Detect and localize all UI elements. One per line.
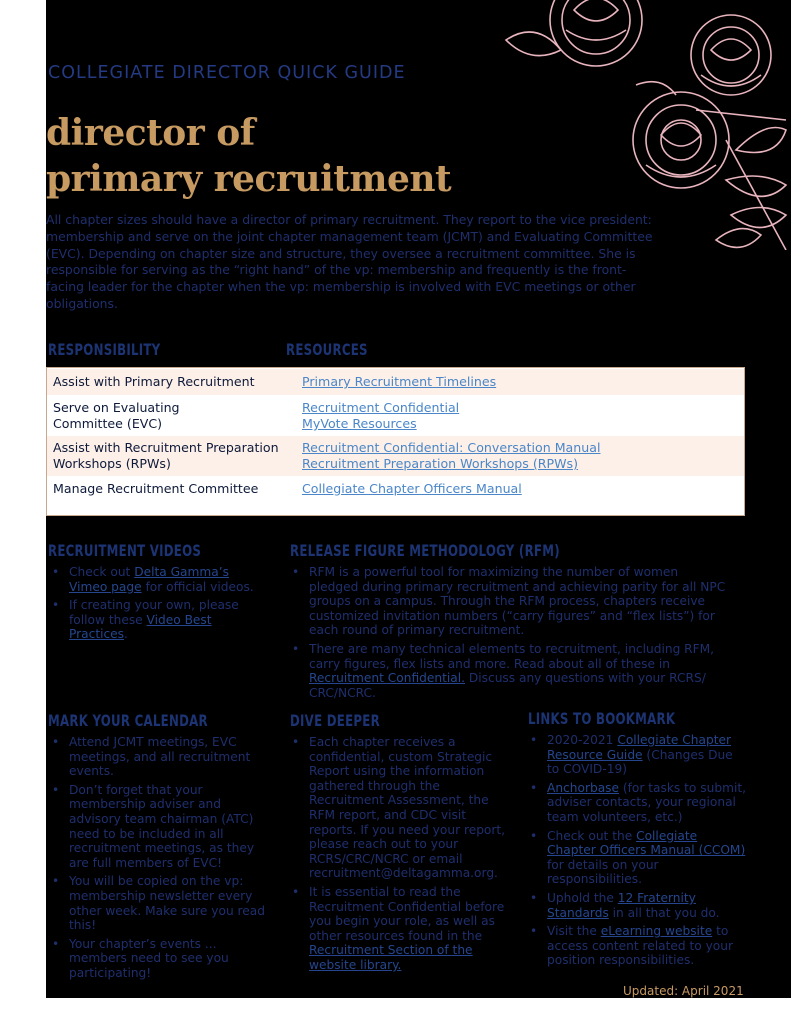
list-item: • Visit the eLearning website to access content related to your position responsibilities. [524, 924, 746, 968]
fraternity-standards-link[interactable]: 12 Fraternity Standards [547, 890, 696, 920]
resource-link[interactable]: Recruitment Confidential [302, 400, 460, 415]
vimeo-link[interactable]: Delta Gamma’s Vimeo page [69, 565, 229, 594]
guide-page [46, 0, 791, 998]
table-row [47, 436, 744, 476]
elearning-link[interactable]: eLearning website [600, 924, 713, 939]
responsibility-cell: Assist with Recruitment Preparation Workshops (RPWs) [53, 440, 279, 471]
calendar-list [46, 735, 274, 985]
responsibility-heading: RESPONSIBILITY [48, 340, 161, 359]
list-item: • Each chapter receives a confidential, custom Strategic Report using the information gathered through the Recruitment Assessment, the RFM report, and CDC visit reports. If you need your report, please reach out to your RCRS/CRC/NCRC or email recruitment@deltagamma.org. [286, 735, 516, 881]
responsibility-cell: Serve on Evaluating Committee (EVC) [53, 400, 180, 431]
page-title [46, 110, 451, 202]
responsibility-cell: Assist with Primary Recruitment [53, 374, 255, 389]
resource-link[interactable]: MyVote Resources [302, 416, 417, 431]
links-heading: LINKS TO BOOKMARK [528, 709, 676, 728]
list-item: • You will be copied on the vp: membership newsletter every other week. Make sure you read this! [46, 874, 274, 932]
links-list [524, 733, 746, 972]
resource-link[interactable]: Recruitment Confidential: Conversation Manual [302, 440, 601, 455]
resource-cell [300, 374, 496, 390]
list-item: • Your chapter’s events ... members need to see you participating! [46, 937, 274, 981]
resource-link[interactable]: Recruitment Preparation Workshops (RPWs) [302, 456, 579, 471]
list-item: • Anchorbase (for tasks to submit, adviser contacts, your regional team volunteers, etc.) [524, 781, 746, 825]
list-item: • RFM is a powerful tool for maximizing the number of women pledged during primary recruitment and achieving parity for all NPC groups on a campus. Through the RFM process, chapters receive customized invitation numbers (“carry figures” and “flex lists”) for each round of primary recruitment. [286, 565, 731, 638]
list-item: • Check out the Collegiate Chapter Officers Manual (CCOM) for details on your responsibilities. [524, 829, 746, 887]
responsibility-cell: Manage Recruitment Committee [53, 481, 259, 496]
list-item: • Check out Delta Gamma’s Vimeo page for official videos. [46, 565, 261, 594]
list-item: • If creating your own, please follow these Video Best Practices. [46, 598, 261, 642]
list-item: • Attend JCMT meetings, EVC meetings, and all recruitment events. [46, 735, 274, 779]
list-item: • Don’t forget that your membership adviser and advisory team chairman (ATC) need to be included in all recruitment meetings, as they are full members of EVC! [46, 783, 274, 871]
guide-eyebrow: COLLEGIATE DIRECTOR QUICK GUIDE [48, 63, 406, 83]
list-item: • It is essential to read the Recruitment Confidential before you begin your role, as well as other resources found in the Recruitment Section of the website library. [286, 885, 516, 973]
responsibility-table [46, 367, 745, 516]
table-row [47, 476, 744, 502]
dive-deeper-heading: DIVE DEEPER [290, 711, 380, 730]
updated-date: Updated: April 2021 [623, 984, 744, 998]
table-row [47, 369, 744, 395]
recruitment-confidential-link[interactable]: Recruitment Confidential. [309, 671, 465, 686]
anchorbase-link[interactable]: Anchorbase [547, 780, 620, 795]
rfm-list [286, 565, 731, 704]
intro-paragraph: All chapter sizes should have a director of primary recruitment. They report to the vice president: membership and serve on the joint chapter management team (JCMT) and Evaluating Committee (EVC). Depending on chapter size and structure, they oversee a recruitment committee. She is responsible for serving as the “right hand” of the vp: membership and frequently is the front-facing leader for the chapter when the vp: membership is involved with EVC meetings or other obligations. [46, 212, 653, 311]
resource-cell [300, 400, 459, 432]
title-line-1: director of [46, 112, 255, 154]
table-row [47, 396, 744, 436]
recruitment-videos-heading: RECRUITMENT VIDEOS [48, 541, 202, 560]
resource-cell [300, 481, 522, 497]
resource-link[interactable]: Collegiate Chapter Officers Manual [302, 481, 522, 496]
website-library-link[interactable]: Recruitment Section of the website library. [309, 943, 473, 972]
rfm-heading: RELEASE FIGURE METHODOLOGY (RFM) [290, 541, 560, 560]
recruitment-videos-list [46, 565, 261, 646]
resource-cell [300, 440, 600, 472]
dive-deeper-list [286, 735, 516, 977]
resource-guide-link[interactable]: Collegiate Chapter Resource Guide [547, 733, 732, 762]
list-item: • There are many technical elements to recruitment, including RFM, carry figures, flex lists and more. Read about all of these in Recruitment Confidential. Discuss any questions with your RCRS/ CRC/NCRC. [286, 642, 731, 700]
resources-heading: RESOURCES [286, 340, 368, 359]
video-best-practices-link[interactable]: Video Best Practices [69, 612, 212, 642]
title-line-2: primary recruitment [46, 158, 452, 200]
ccom-link[interactable]: Collegiate Chapter Officers Manual (CCOM) [547, 828, 746, 858]
resource-link[interactable]: Primary Recruitment Timelines [302, 374, 497, 389]
list-item: • 2020-2021 Collegiate Chapter Resource Guide (Changes Due to COVID-19) [524, 733, 746, 777]
list-item: • Uphold the 12 Fraternity Standards in all that you do. [524, 891, 746, 920]
calendar-heading: MARK YOUR CALENDAR [48, 711, 208, 730]
